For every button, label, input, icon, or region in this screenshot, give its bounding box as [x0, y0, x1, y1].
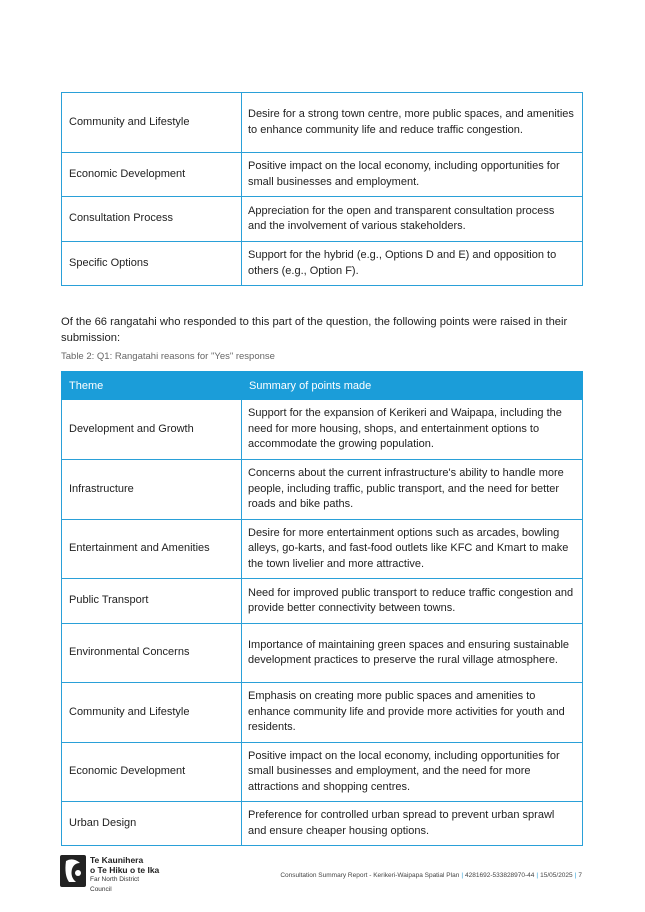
- table-row: [62, 242, 583, 286]
- summary-cell: Positive impact on the local economy, including opportunities for small businesses and employment.: [242, 153, 583, 197]
- council-emblem-icon: [60, 855, 86, 887]
- council-logo: [60, 855, 160, 891]
- table-row: [62, 460, 583, 520]
- theme-cell: Consultation Process: [62, 197, 242, 242]
- logo-line-2: o Te Hiku o te Ika: [90, 864, 160, 875]
- logo-line-1: Te Kaunihera: [90, 855, 144, 865]
- logo-wordmark: [90, 856, 160, 894]
- rangatahi-reasons-table: [61, 371, 583, 846]
- theme-cell: Economic Development: [62, 743, 242, 802]
- table-row: [62, 153, 583, 197]
- intro-paragraph: Of the 66 rangatahi who responded to this part of the question, the following points were raised in their submission:: [61, 316, 568, 344]
- summary-cell: Desire for more entertainment options such as arcades, bowling alleys, go-karts, and fast-food outlets like KFC and Kmart to make the town livelier and more attractive.: [242, 520, 583, 579]
- summary-cell: Need for improved public transport to reduce traffic congestion and provide better connectivity between towns.: [242, 579, 583, 624]
- table-row: [62, 93, 583, 153]
- table-row: [62, 802, 583, 846]
- summary-cell: Importance of maintaining green spaces and ensuring sustainable development practices to preserve the rural village atmosphere.: [242, 624, 583, 683]
- theme-cell: Community and Lifestyle: [62, 93, 242, 153]
- theme-cell: Environmental Concerns: [62, 624, 242, 683]
- footer-separator: |: [574, 872, 577, 879]
- summary-cell: Desire for a strong town centre, more public spaces, and amenities to enhance community life and reduce traffic congestion.: [242, 93, 583, 153]
- theme-cell: Community and Lifestyle: [62, 683, 242, 743]
- summary-cell: Concerns about the current infrastructure's ability to handle more people, including traffic, public transport, and the need for better roads and bike paths.: [242, 460, 583, 520]
- logo-line-3: Far North District Council: [90, 876, 140, 893]
- table-header-row: [62, 372, 583, 400]
- summary-cell: Emphasis on creating more public spaces and amenities to enhance community life and provide more activities for youth and residents.: [242, 683, 583, 743]
- table-row: [62, 520, 583, 579]
- table-caption: Table 2: Q1: Rangatahi reasons for "Yes" response: [61, 351, 275, 362]
- footer-separator: |: [461, 872, 464, 879]
- theme-cell: Development and Growth: [62, 400, 242, 460]
- theme-cell: Public Transport: [62, 579, 242, 624]
- table-row: [62, 197, 583, 242]
- table-row: [62, 683, 583, 743]
- table-row: [62, 400, 583, 460]
- theme-cell: Infrastructure: [62, 460, 242, 520]
- column-header-theme: Theme: [62, 372, 242, 400]
- theme-cell: Specific Options: [62, 242, 242, 286]
- summary-cell: Support for the hybrid (e.g., Options D and E) and opposition to others (e.g., Option F).: [242, 242, 583, 286]
- footer-date: 15/05/2025: [540, 872, 573, 879]
- theme-cell: Urban Design: [62, 802, 242, 846]
- summary-cell: Preference for controlled urban spread to prevent urban sprawl and ensure cheaper housing options.: [242, 802, 583, 846]
- footer-separator: |: [536, 872, 539, 879]
- table-row: [62, 624, 583, 683]
- footer-doc-id: 4281692-533828970-44: [465, 872, 535, 879]
- table-row: [62, 743, 583, 802]
- theme-cell: Economic Development: [62, 153, 242, 197]
- page-number: 7: [578, 872, 582, 879]
- page-footer: [280, 872, 582, 879]
- themes-table-continued: [61, 92, 583, 286]
- table-row: [62, 579, 583, 624]
- summary-cell: Appreciation for the open and transparent consultation process and the involvement of various stakeholders.: [242, 197, 583, 242]
- summary-cell: Support for the expansion of Kerikeri and Waipapa, including the need for more housing, shops, and entertainment options to accommodate the growing population.: [242, 400, 583, 460]
- column-header-summary: Summary of points made: [242, 372, 583, 400]
- theme-cell: Entertainment and Amenities: [62, 520, 242, 579]
- footer-report-title: Consultation Summary Report - Kerikeri-Waipapa Spatial Plan: [280, 872, 460, 879]
- summary-cell: Positive impact on the local economy, including opportunities for small businesses and employment, and the need for more attractions and shopping centres.: [242, 743, 583, 802]
